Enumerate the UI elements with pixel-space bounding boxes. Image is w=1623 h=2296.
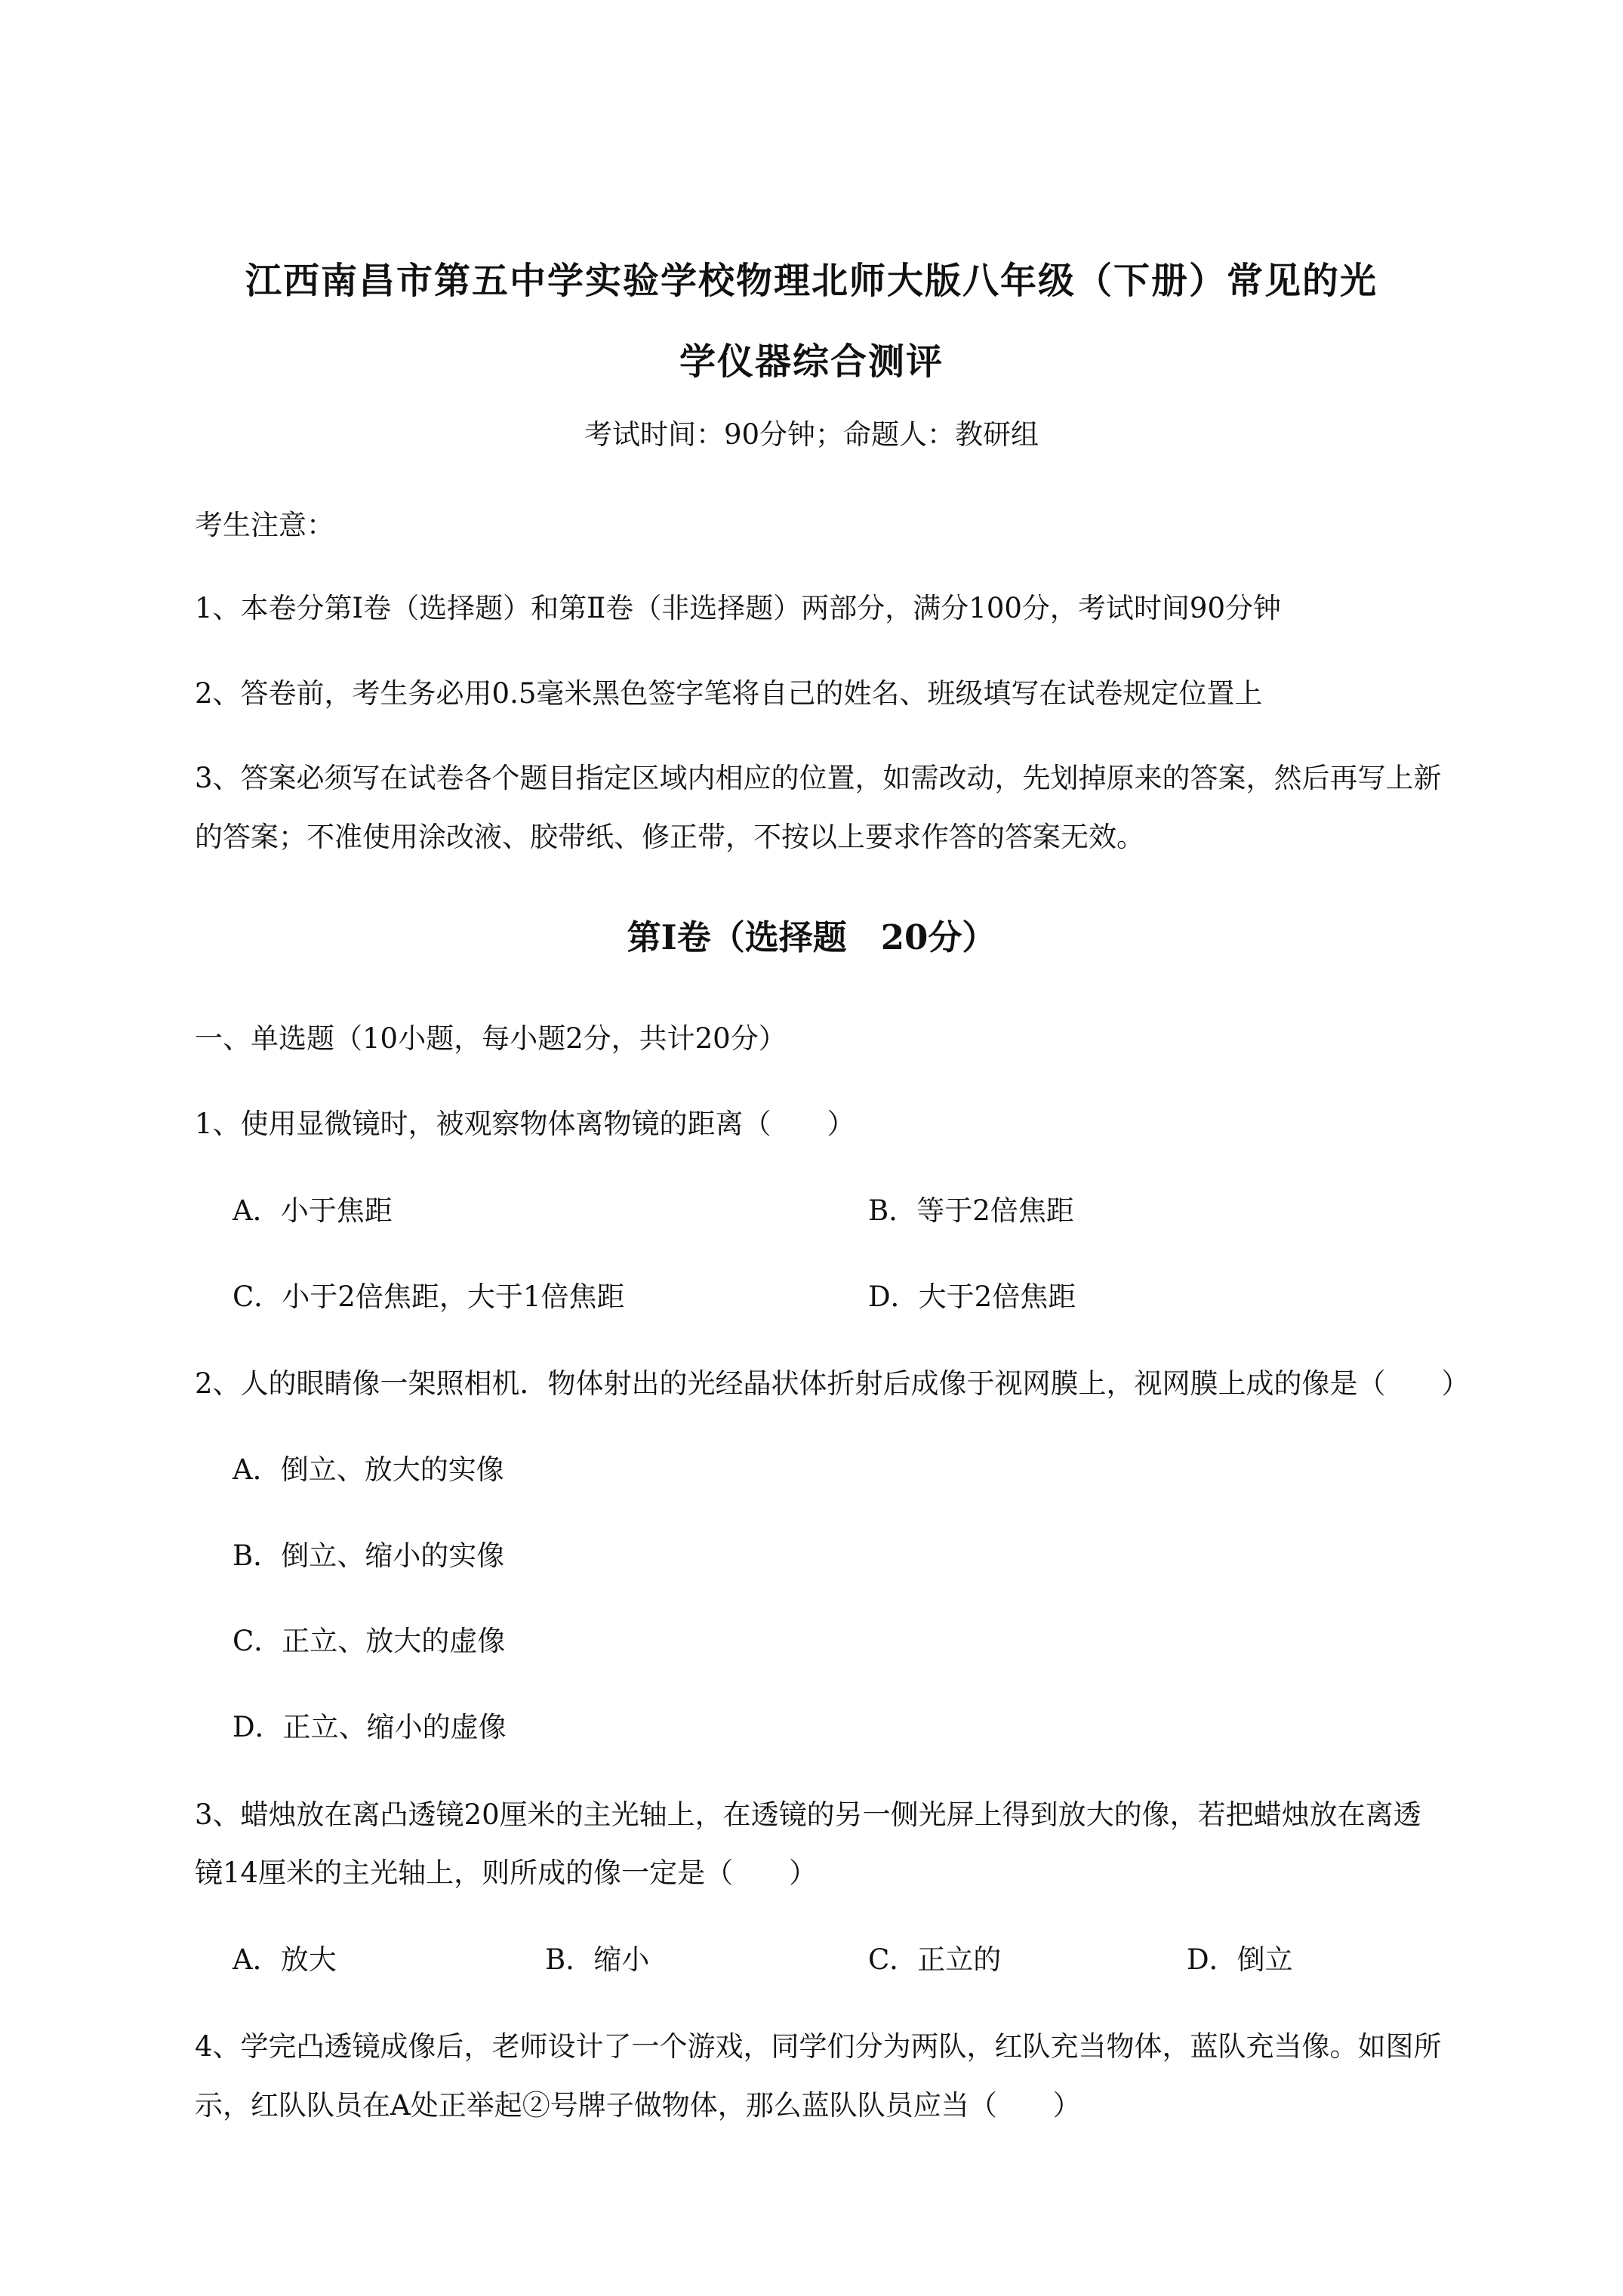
notice-item-1: 1、本卷分第Ⅰ卷（选择题）和第Ⅱ卷（非选择题）两部分，满分100分，考试时间90分钟 <box>195 592 1282 624</box>
section-title: 第Ⅰ卷（选择题 20分） <box>627 917 996 957</box>
question-2-option-d: D．正立、缩小的虚像 <box>233 1711 507 1743</box>
question-2-option-a: A．倒立、放大的实像 <box>233 1453 504 1486</box>
question-2-stem: 2、人的眼睛像一架照相机．物体射出的光经晶状体折射后成像于视网膜上，视网膜上成的像是（ ） <box>195 1367 1470 1400</box>
question-3-option-c: C．正立的 <box>868 1943 1002 1976</box>
exam-title-line-1: 江西南昌市第五中学实验学校物理北师大版八年级（下册）常见的光 <box>245 260 1378 302</box>
notice-item-3-line-2: 的答案；不准使用涂改液、胶带纸、修正带，不按以上要求作答的答案无效。 <box>195 821 1144 853</box>
question-3-option-b: B．缩小 <box>545 1943 650 1976</box>
part-heading: 一、单选题（10小题，每小题2分，共计20分） <box>195 1022 787 1055</box>
question-1-stem: 1、使用显微镜时，被观察物体离物镜的距离（ ） <box>195 1108 855 1140</box>
exam-title-line-2: 学仪器综合测评 <box>679 341 944 383</box>
question-1-option-d: D．大于2倍焦距 <box>868 1281 1076 1313</box>
question-1-option-a: A．小于焦距 <box>233 1194 393 1227</box>
question-2-option-c: C．正立、放大的虚像 <box>233 1625 506 1657</box>
notice-item-2: 2、答卷前，考生务必用0.5毫米黑色签字笔将自己的姓名、班级填写在试卷规定位置上 <box>195 677 1263 710</box>
question-3-option-a: A．放大 <box>233 1943 337 1976</box>
question-3-stem-line-1: 3、蜡烛放在离凸透镜20厘米的主光轴上，在透镜的另一侧光屏上得到放大的像，若把蜡烛放在离透 <box>195 1798 1421 1831</box>
question-1-option-c: C．小于2倍焦距，大于1倍焦距 <box>233 1281 625 1313</box>
question-1-option-b: B．等于2倍焦距 <box>868 1194 1074 1227</box>
question-2-option-b: B．倒立、缩小的实像 <box>233 1539 505 1572</box>
notice-heading: 考生注意： <box>195 509 334 541</box>
question-4-stem-line-1: 4、学完凸透镜成像后，老师设计了一个游戏，同学们分为两队，红队充当物体，蓝队充当像。如图所 <box>195 2030 1442 2063</box>
exam-info: 考试时间：90分钟；命题人：教研组 <box>584 418 1039 451</box>
notice-item-3-line-1: 3、答案必须写在试卷各个题目指定区域内相应的位置，如需改动，先划掉原来的答案，然后再写上新 <box>195 762 1442 794</box>
question-3-option-d: D．倒立 <box>1187 1943 1293 1976</box>
question-3-stem-line-2: 镜14厘米的主光轴上，则所成的像一定是（ ） <box>195 1857 818 1889</box>
question-4-stem-line-2: 示，红队队员在A处正举起②号牌子做物体，那么蓝队队员应当（ ） <box>195 2089 1081 2122</box>
